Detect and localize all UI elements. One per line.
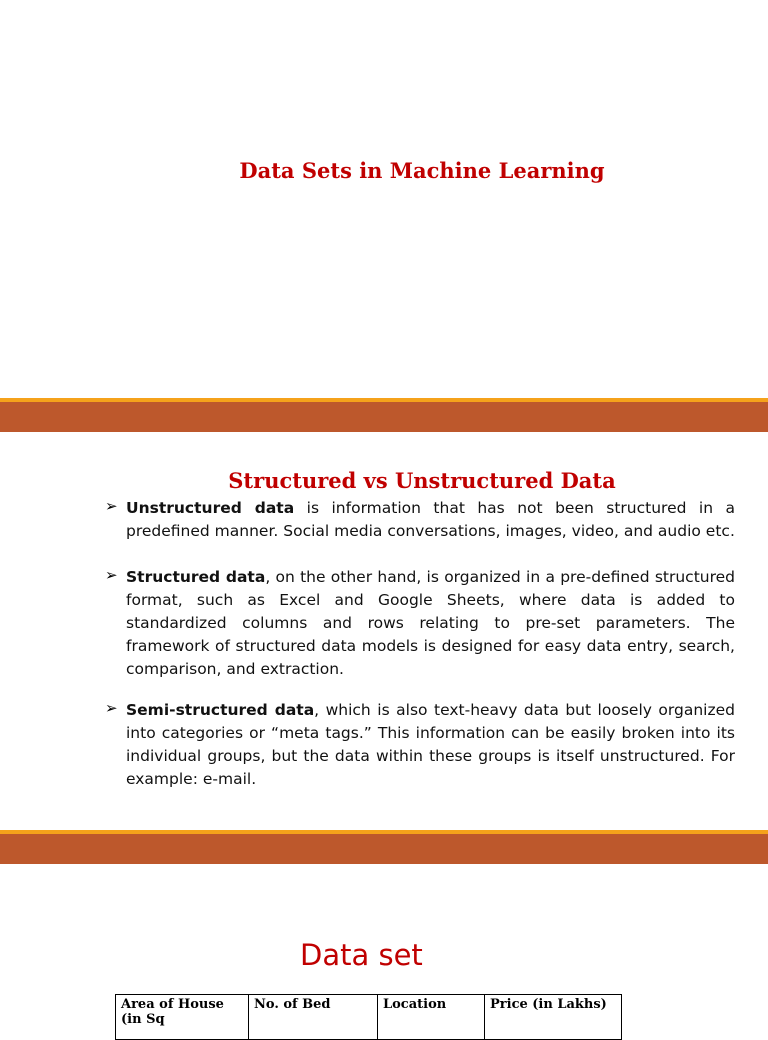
header-location: Location [378,995,485,1040]
slide-3-title: Data set [300,938,423,972]
table-header-row [116,995,622,1040]
header-price: Price (in Lakhs) [485,995,622,1040]
bullet-term: Unstructured data [126,499,295,517]
bullet-text [126,699,735,791]
bullet-semi-structured [105,699,735,791]
arrowhead-bullet-icon: ➢ [105,699,118,717]
bullet-term: Semi-structured data [126,701,315,719]
bullet-text [126,566,735,681]
bullet-unstructured [105,497,735,543]
arrowhead-bullet-icon: ➢ [105,566,118,584]
header-bedrooms: No. of Bed [249,995,378,1040]
slide-1 [0,0,768,400]
bullet-description: , on the other hand, is organized in a pre-defined structured format, such as Excel and Google Sheets, where data is added to standardized columns and rows relating to pre-set parameters. The framework of structured data models is designed for easy data entry, search, comparison, and extraction. [126,568,735,678]
slide-2-title: Structured vs Unstructured Data [228,468,616,493]
bullet-description: , which is also text-heavy data but loosely organized into categories or “meta tags.” This information can be easily broken into its individual groups, but the data within these groups is itself unstructured. For example: e-mail. [126,701,735,788]
slide-divider-2 [0,830,768,864]
bullet-term: Structured data [126,568,266,586]
bullet-text [126,497,735,543]
slide-divider-1 [0,398,768,432]
arrowhead-bullet-icon: ➢ [105,497,118,515]
header-area: Area of House (in Sq [116,995,249,1040]
bullet-structured [105,566,735,681]
slide-1-title: Data Sets in Machine Learning [239,158,605,183]
bullet-description: is information that has not been structured in a predefined manner. Social media conversations, images, video, and audio etc. [126,499,736,540]
dataset-table [115,994,622,1040]
